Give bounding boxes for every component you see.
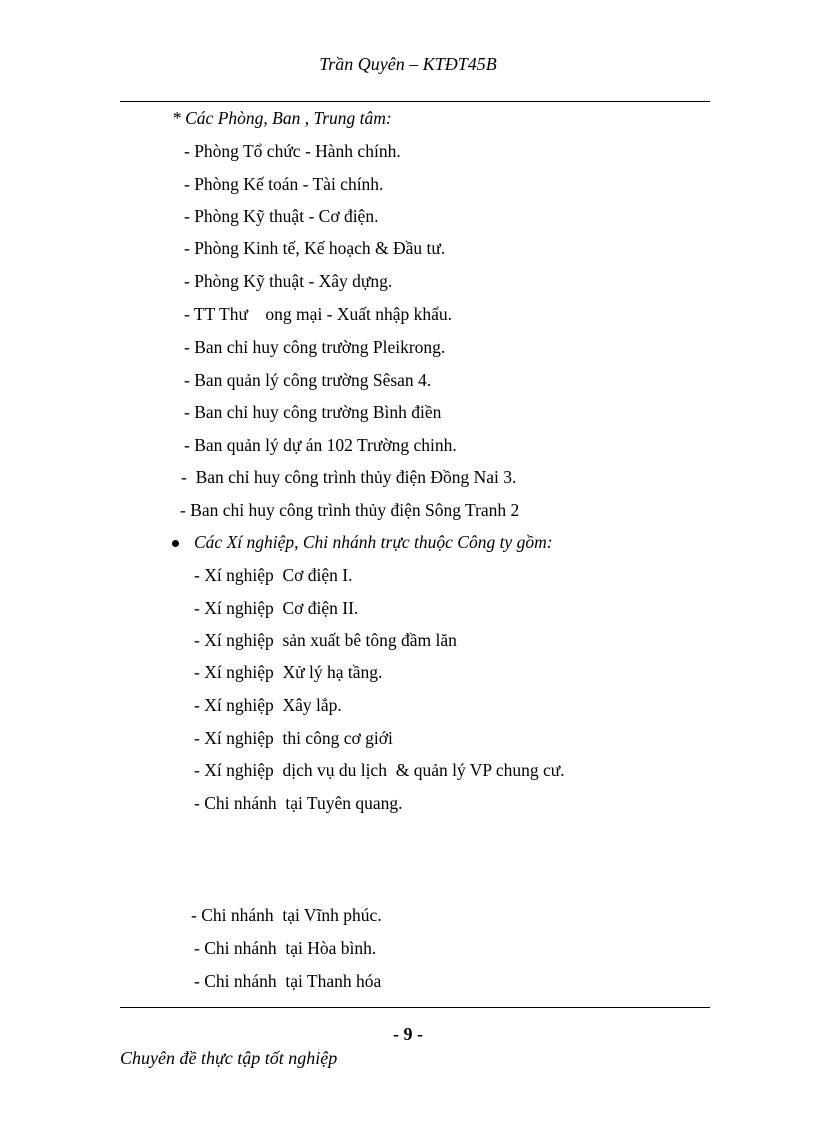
list-item: - Xí nghiệp dịch vụ du lịch & quản lý VP chung cư.	[194, 760, 565, 780]
list-item: - Ban quản lý dự án 102 Trường chinh.	[184, 435, 457, 455]
list-item: - Ban chỉ huy công trường Bình điền	[184, 402, 442, 422]
list-item: - Chi nhánh tại Vĩnh phúc.	[191, 905, 382, 925]
list-item: - Chi nhánh tại Tuyên quang.	[194, 793, 403, 813]
list-item: - Xí nghiệp Xử lý hạ tầng.	[194, 662, 383, 682]
list-item: - Xí nghiệp Cơ điện II.	[194, 598, 359, 618]
list-item: - Phòng Tổ chức - Hành chính.	[184, 141, 401, 161]
list-item: - Ban quản lý công trường Sêsan 4.	[184, 370, 432, 390]
list-item: - Xí nghiệp Cơ điện I.	[194, 565, 353, 585]
footer-title: Chuyên đề thực tập tốt nghiệp	[120, 1048, 338, 1068]
footer-rule	[120, 1007, 710, 1008]
section-heading-departments: * Các Phòng, Ban , Trung tâm:	[172, 108, 392, 128]
list-item: - TT Thư ong mại - Xuất nhập khẩu.	[184, 304, 453, 324]
header-rule	[120, 101, 710, 102]
list-item: - Phòng Kế toán - Tài chính.	[184, 174, 384, 194]
list-item: - Xí nghiệp Xây lắp.	[194, 695, 342, 715]
list-item: - Chi nhánh tại Hòa bình.	[194, 938, 377, 958]
list-item: - Ban chỉ huy công trình thủy điện Sông Tranh 2	[180, 500, 520, 520]
section-heading-enterprises: Các Xí nghiệp, Chi nhánh trực thuộc Công ty gồm:	[194, 532, 553, 552]
page-header-title: Trần Quyên – KTĐT45B	[319, 54, 497, 74]
page-number: - 9 -	[393, 1024, 423, 1044]
list-item: - Chi nhánh tại Thanh hóa	[194, 971, 382, 991]
list-item: - Ban chỉ huy công trình thủy điện Đồng Nai 3.	[181, 467, 517, 487]
list-item: - Phòng Kỹ thuật - Xây dựng.	[184, 271, 393, 291]
list-item: - Phòng Kỹ thuật - Cơ điện.	[184, 206, 379, 226]
list-item: - Phòng Kinh tế, Kế hoạch & Đầu tư.	[184, 238, 446, 258]
bullet-icon	[172, 540, 179, 547]
list-item: - Xí nghiệp thi công cơ giới	[194, 728, 393, 748]
list-item: - Xí nghiệp sản xuất bê tông đầm lăn	[194, 630, 457, 650]
list-item: - Ban chỉ huy công trường Pleikrong.	[184, 337, 446, 357]
